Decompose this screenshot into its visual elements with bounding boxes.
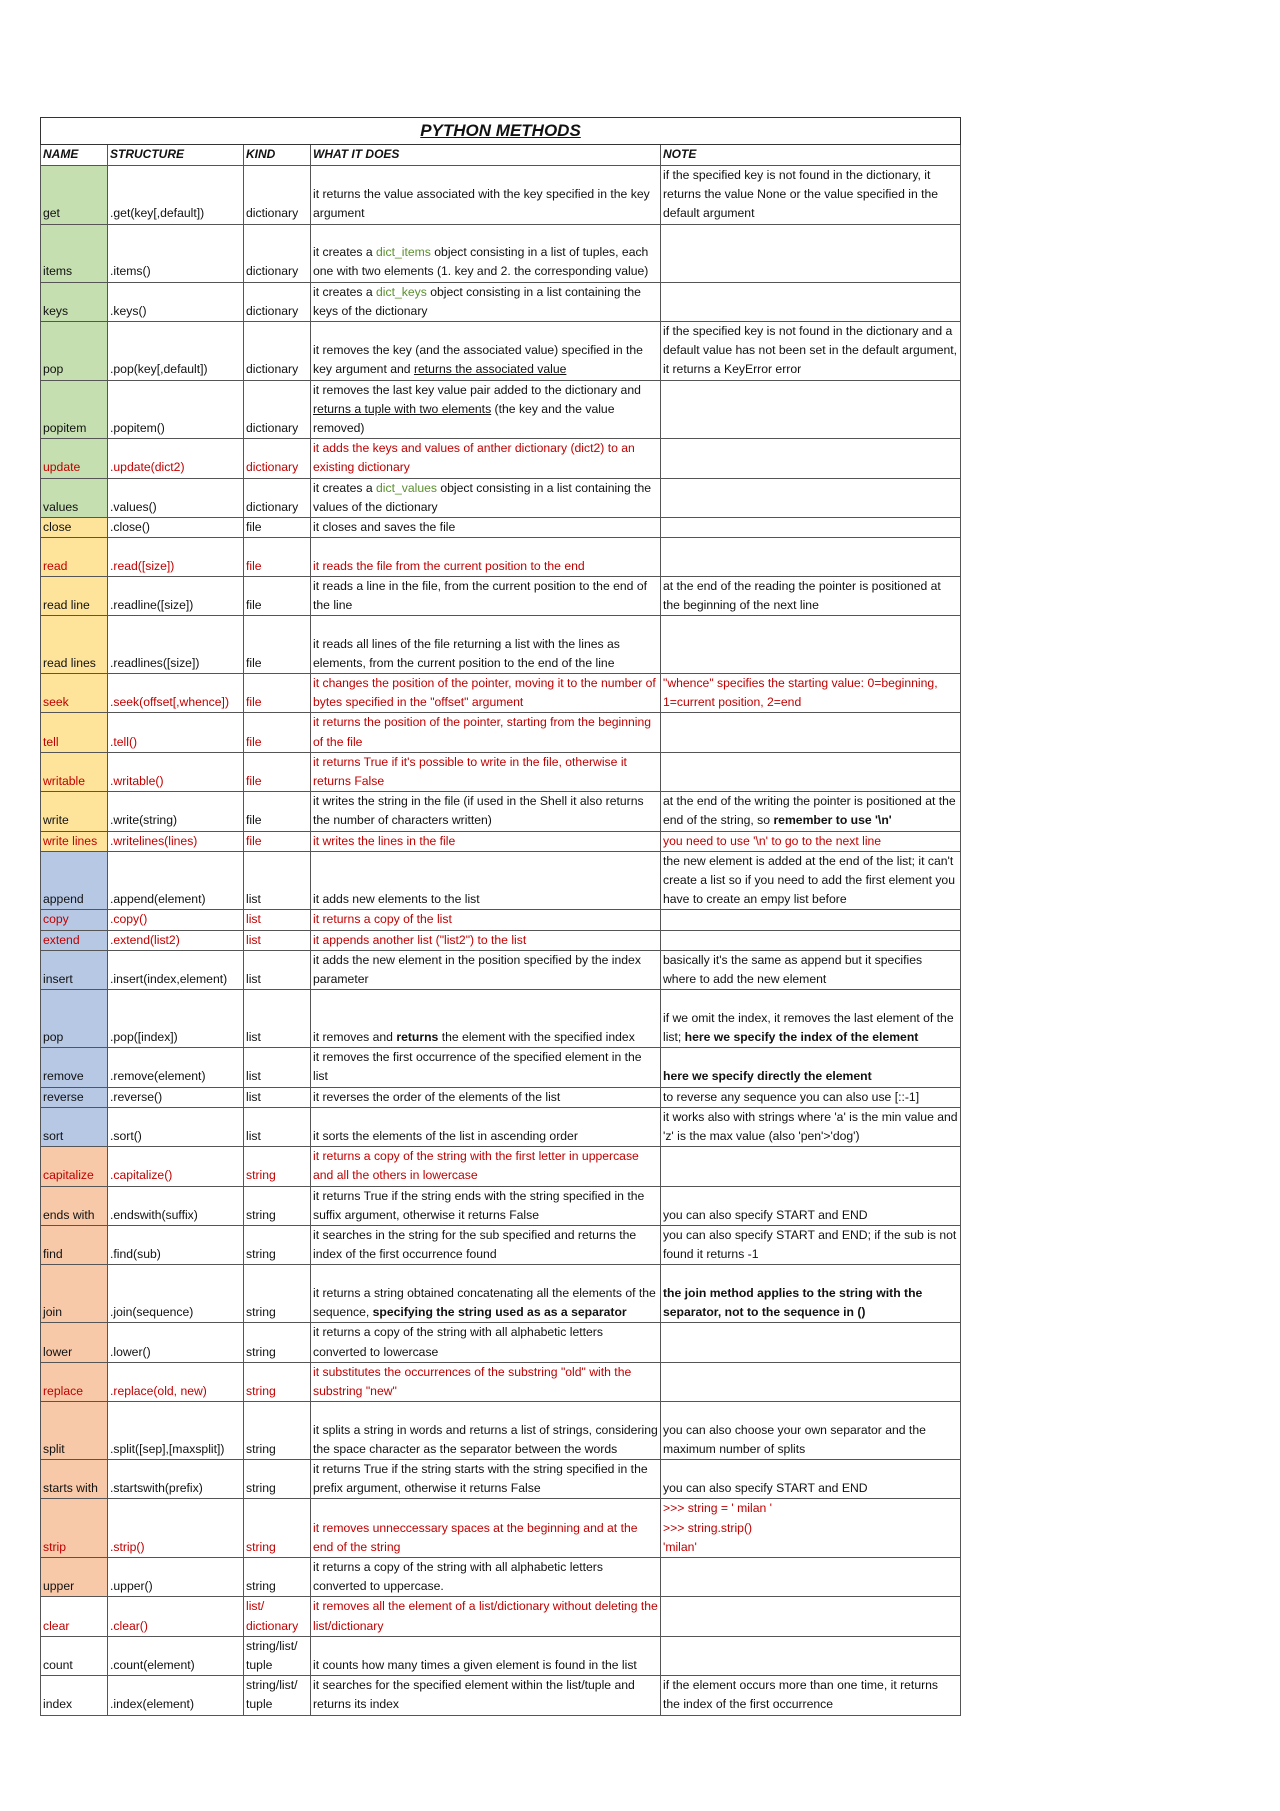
method-kind: file: [244, 713, 311, 752]
method-kind: file: [244, 831, 311, 851]
method-description: it returns True if the string ends with the string specified in the suffix argument, otherwise it returns False: [311, 1186, 661, 1225]
method-structure: .capitalize(): [108, 1147, 244, 1186]
method-structure: .pop(key[,default]): [108, 321, 244, 380]
table-row: [41, 1107, 961, 1146]
method-name: pop: [41, 321, 108, 380]
table-row: [41, 321, 961, 380]
table-row: [41, 930, 961, 950]
method-description: it creates a dict_values object consisting in a list containing the values of the dictionary: [311, 478, 661, 517]
method-note: [661, 910, 961, 930]
method-name: clear: [41, 1597, 108, 1636]
table-row: [41, 224, 961, 282]
method-structure: .popitem(): [108, 380, 244, 439]
method-structure: .count(element): [108, 1636, 244, 1675]
header-what-it-does: WHAT IT DOES: [311, 145, 661, 166]
method-description: it returns a string obtained concatenating all the elements of the sequence, specifying the string used as as a separator: [311, 1265, 661, 1323]
method-kind: string: [244, 1460, 311, 1499]
method-kind: string: [244, 1323, 311, 1362]
method-structure: .insert(index,element): [108, 950, 244, 989]
method-note: here we specify directly the element: [661, 1048, 961, 1087]
table-row: [41, 1597, 961, 1636]
method-kind: list: [244, 851, 311, 910]
method-structure: .reverse(): [108, 1087, 244, 1107]
method-structure: .extend(list2): [108, 930, 244, 950]
method-kind: file: [244, 674, 311, 713]
method-structure: .close(): [108, 517, 244, 537]
method-kind: list/ dictionary: [244, 1597, 311, 1636]
method-note: [661, 380, 961, 439]
method-structure: .items(): [108, 224, 244, 282]
table-row: [41, 1323, 961, 1362]
table-row: [41, 1362, 961, 1401]
method-name: insert: [41, 950, 108, 989]
method-kind: string/list/ tuple: [244, 1676, 311, 1715]
method-note: if the specified key is not found in the dictionary, it returns the value None or the value specified in the default argument: [661, 166, 961, 225]
method-description: it reads a line in the file, from the current position to the end of the line: [311, 576, 661, 615]
method-note: [661, 930, 961, 950]
method-description: it adds new elements to the list: [311, 851, 661, 910]
table-row: [41, 674, 961, 713]
method-note: [661, 282, 961, 321]
method-description: it writes the string in the file (if used in the Shell it also returns the number of characters written): [311, 792, 661, 831]
method-name: append: [41, 851, 108, 910]
method-kind: file: [244, 792, 311, 831]
method-structure: .index(element): [108, 1676, 244, 1715]
table-row: [41, 1087, 961, 1107]
method-structure: .strip(): [108, 1499, 244, 1558]
method-name: lower: [41, 1323, 108, 1362]
method-name: split: [41, 1402, 108, 1460]
method-description: it removes unneccessary spaces at the beginning and at the end of the string: [311, 1499, 661, 1558]
table-row: [41, 1226, 961, 1265]
method-kind: string: [244, 1147, 311, 1186]
table-row: [41, 752, 961, 791]
method-structure: .join(sequence): [108, 1265, 244, 1323]
method-name: index: [41, 1676, 108, 1715]
method-note: you can also specify START and END: [661, 1186, 961, 1225]
method-note: at the end of the reading the pointer is positioned at the beginning of the next line: [661, 576, 961, 615]
method-note: "whence" specifies the starting value: 0=beginning, 1=current position, 2=end: [661, 674, 961, 713]
method-kind: dictionary: [244, 380, 311, 439]
method-note: [661, 713, 961, 752]
method-note: [661, 1558, 961, 1597]
method-structure: .upper(): [108, 1558, 244, 1597]
method-name: popitem: [41, 380, 108, 439]
method-structure: .clear(): [108, 1597, 244, 1636]
method-structure: .readlines([size]): [108, 616, 244, 674]
method-kind: string: [244, 1226, 311, 1265]
method-note: [661, 538, 961, 577]
method-note: [661, 224, 961, 282]
method-structure: .seek(offset[,whence]): [108, 674, 244, 713]
table-row: [41, 439, 961, 478]
method-structure: .sort(): [108, 1107, 244, 1146]
method-description: it reads all lines of the file returning a list with the lines as elements, from the current position to the end of the line: [311, 616, 661, 674]
table-row: [41, 1499, 961, 1558]
method-note: [661, 1323, 961, 1362]
method-description: it closes and saves the file: [311, 517, 661, 537]
method-note: [661, 752, 961, 791]
method-structure: .replace(old, new): [108, 1362, 244, 1401]
method-description: it creates a dict_items object consisting in a list of tuples, each one with two elements (1. key and 2. the corresponding value): [311, 224, 661, 282]
table-row: [41, 1636, 961, 1675]
table-row: [41, 380, 961, 439]
method-name: values: [41, 478, 108, 517]
method-note: you can also specify START and END: [661, 1460, 961, 1499]
table-row: [41, 576, 961, 615]
method-description: it reads the file from the current position to the end: [311, 538, 661, 577]
method-note: you can also specify START and END; if the sub is not found it returns -1: [661, 1226, 961, 1265]
method-kind: list: [244, 930, 311, 950]
method-structure: .writable(): [108, 752, 244, 791]
method-structure: .endswith(suffix): [108, 1186, 244, 1225]
method-name: update: [41, 439, 108, 478]
method-description: it returns a copy of the list: [311, 910, 661, 930]
method-name: upper: [41, 1558, 108, 1597]
method-description: it searches in the string for the sub specified and returns the index of the first occurrence found: [311, 1226, 661, 1265]
method-kind: list: [244, 1048, 311, 1087]
table-row: [41, 1460, 961, 1499]
method-note: at the end of the writing the pointer is positioned at the end of the string, so remember to use '\n': [661, 792, 961, 831]
method-note: you need to use '\n' to go to the next line: [661, 831, 961, 851]
table-row: [41, 792, 961, 831]
method-name: write: [41, 792, 108, 831]
method-kind: list: [244, 950, 311, 989]
method-note: [661, 1362, 961, 1401]
method-note: if the element occurs more than one time, it returns the index of the first occurrence: [661, 1676, 961, 1715]
method-description: it splits a string in words and returns a list of strings, considering the space character as the separator between the words: [311, 1402, 661, 1460]
method-kind: dictionary: [244, 478, 311, 517]
method-description: it returns True if the string starts with the string specified in the prefix argument, otherwise it returns False: [311, 1460, 661, 1499]
method-structure: .values(): [108, 478, 244, 517]
method-description: it adds the keys and values of anther dictionary (dict2) to an existing dictionary: [311, 439, 661, 478]
method-name: close: [41, 517, 108, 537]
table-row: [41, 1402, 961, 1460]
method-kind: string: [244, 1186, 311, 1225]
method-structure: .get(key[,default]): [108, 166, 244, 225]
method-description: it removes the last key value pair added to the dictionary and returns a tuple with two elements (the key and the value removed): [311, 380, 661, 439]
method-kind: list: [244, 990, 311, 1048]
method-description: it reverses the order of the elements of the list: [311, 1087, 661, 1107]
method-name: join: [41, 1265, 108, 1323]
method-name: read line: [41, 576, 108, 615]
method-kind: dictionary: [244, 224, 311, 282]
method-kind: string: [244, 1265, 311, 1323]
method-kind: file: [244, 616, 311, 674]
method-structure: .read([size]): [108, 538, 244, 577]
method-description: it adds the new element in the position specified by the index parameter: [311, 950, 661, 989]
method-description: it returns a copy of the string with the first letter in uppercase and all the others in lowercase: [311, 1147, 661, 1186]
method-note: [661, 1597, 961, 1636]
method-structure: .writelines(lines): [108, 831, 244, 851]
method-note: the new element is added at the end of the list; it can't create a list so if you need to add the first element you have to create an empy list before: [661, 851, 961, 910]
table-row: [41, 713, 961, 752]
table-row: [41, 831, 961, 851]
table-row: [41, 282, 961, 321]
method-kind: dictionary: [244, 166, 311, 225]
method-note: [661, 478, 961, 517]
method-name: copy: [41, 910, 108, 930]
title-row: [41, 118, 961, 145]
method-description: it substitutes the occurrences of the substring "old" with the substring "new": [311, 1362, 661, 1401]
method-description: it creates a dict_keys object consisting in a list containing the keys of the dictionary: [311, 282, 661, 321]
method-description: it removes and returns the element with the specified index: [311, 990, 661, 1048]
sheet-title: PYTHON METHODS: [41, 118, 961, 145]
table-row: [41, 616, 961, 674]
header-name: NAME: [41, 145, 108, 166]
method-description: it sorts the elements of the list in ascending order: [311, 1107, 661, 1146]
method-structure: .remove(element): [108, 1048, 244, 1087]
method-structure: .write(string): [108, 792, 244, 831]
method-description: it searches for the specified element within the list/tuple and returns its index: [311, 1676, 661, 1715]
methods-table: [40, 117, 961, 1716]
method-name: write lines: [41, 831, 108, 851]
method-name: items: [41, 224, 108, 282]
method-structure: .startswith(prefix): [108, 1460, 244, 1499]
method-description: it appends another list ("list2") to the list: [311, 930, 661, 950]
method-name: keys: [41, 282, 108, 321]
methods-sheet: [40, 117, 960, 1716]
method-name: strip: [41, 1499, 108, 1558]
header-row: [41, 145, 961, 166]
method-kind: dictionary: [244, 439, 311, 478]
method-name: sort: [41, 1107, 108, 1146]
method-note: if the specified key is not found in the dictionary and a default value has not been set in the default argument, it returns a KeyError error: [661, 321, 961, 380]
method-kind: list: [244, 1087, 311, 1107]
method-description: it returns the position of the pointer, starting from the beginning of the file: [311, 713, 661, 752]
table-row: [41, 851, 961, 910]
method-structure: .keys(): [108, 282, 244, 321]
method-name: starts with: [41, 1460, 108, 1499]
method-name: pop: [41, 990, 108, 1048]
method-note: [661, 517, 961, 537]
method-description: it changes the position of the pointer, moving it to the number of bytes specified in the "offset" argument: [311, 674, 661, 713]
method-note: [661, 1636, 961, 1675]
method-name: read lines: [41, 616, 108, 674]
table-row: [41, 1558, 961, 1597]
method-description: it counts how many times a given element is found in the list: [311, 1636, 661, 1675]
method-note: [661, 616, 961, 674]
method-structure: .lower(): [108, 1323, 244, 1362]
method-kind: file: [244, 752, 311, 791]
method-name: count: [41, 1636, 108, 1675]
method-name: read: [41, 538, 108, 577]
method-structure: .update(dict2): [108, 439, 244, 478]
method-note: you can also choose your own separator and the maximum number of splits: [661, 1402, 961, 1460]
method-name: tell: [41, 713, 108, 752]
table-row: [41, 910, 961, 930]
method-name: replace: [41, 1362, 108, 1401]
method-name: seek: [41, 674, 108, 713]
method-name: extend: [41, 930, 108, 950]
method-kind: list: [244, 910, 311, 930]
table-row: [41, 478, 961, 517]
method-name: ends with: [41, 1186, 108, 1225]
method-structure: .tell(): [108, 713, 244, 752]
method-structure: .pop([index]): [108, 990, 244, 1048]
method-name: writable: [41, 752, 108, 791]
table-row: [41, 1265, 961, 1323]
method-description: it removes all the element of a list/dictionary without deleting the list/dictionary: [311, 1597, 661, 1636]
method-note: the join method applies to the string with the separator, not to the sequence in (): [661, 1265, 961, 1323]
method-note: [661, 439, 961, 478]
method-structure: .find(sub): [108, 1226, 244, 1265]
method-kind: dictionary: [244, 321, 311, 380]
methods-rows: [41, 166, 961, 1716]
table-row: [41, 1048, 961, 1087]
method-name: remove: [41, 1048, 108, 1087]
method-description: it returns a copy of the string with all alphabetic letters converted to uppercase.: [311, 1558, 661, 1597]
method-kind: file: [244, 538, 311, 577]
table-row: [41, 517, 961, 537]
method-description: it removes the first occurrence of the specified element in the list: [311, 1048, 661, 1087]
method-structure: .copy(): [108, 910, 244, 930]
method-description: it returns a copy of the string with all alphabetic letters converted to lowercase: [311, 1323, 661, 1362]
table-row: [41, 1147, 961, 1186]
header-structure: STRUCTURE: [108, 145, 244, 166]
method-kind: string: [244, 1558, 311, 1597]
method-name: find: [41, 1226, 108, 1265]
method-note: basically it's the same as append but it specifies where to add the new element: [661, 950, 961, 989]
method-kind: string: [244, 1402, 311, 1460]
header-note: NOTE: [661, 145, 961, 166]
method-name: capitalize: [41, 1147, 108, 1186]
method-note: to reverse any sequence you can also use [::-1]: [661, 1087, 961, 1107]
method-kind: dictionary: [244, 282, 311, 321]
method-structure: .readline([size]): [108, 576, 244, 615]
method-structure: .split([sep],[maxsplit]): [108, 1402, 244, 1460]
table-row: [41, 950, 961, 989]
table-row: [41, 1186, 961, 1225]
table-row: [41, 1676, 961, 1715]
method-name: reverse: [41, 1087, 108, 1107]
method-kind: file: [244, 517, 311, 537]
method-note: if we omit the index, it removes the last element of the list; here we specify the index of the element: [661, 990, 961, 1048]
header-kind: KIND: [244, 145, 311, 166]
table-row: [41, 990, 961, 1048]
method-description: it returns True if it's possible to write in the file, otherwise it returns False: [311, 752, 661, 791]
method-kind: list: [244, 1107, 311, 1146]
method-description: it writes the lines in the file: [311, 831, 661, 851]
method-note: [661, 1147, 961, 1186]
method-note: it works also with strings where 'a' is the min value and 'z' is the max value (also 'pen'>'dog'): [661, 1107, 961, 1146]
table-row: [41, 538, 961, 577]
method-kind: string/list/ tuple: [244, 1636, 311, 1675]
method-kind: string: [244, 1499, 311, 1558]
method-structure: .append(element): [108, 851, 244, 910]
table-row: [41, 166, 961, 225]
method-note: >>> string = ' milan ' >>> string.strip() 'milan': [661, 1499, 961, 1558]
method-kind: string: [244, 1362, 311, 1401]
method-name: get: [41, 166, 108, 225]
method-description: it returns the value associated with the key specified in the key argument: [311, 166, 661, 225]
method-description: it removes the key (and the associated value) specified in the key argument and returns the associated value: [311, 321, 661, 380]
method-kind: file: [244, 576, 311, 615]
